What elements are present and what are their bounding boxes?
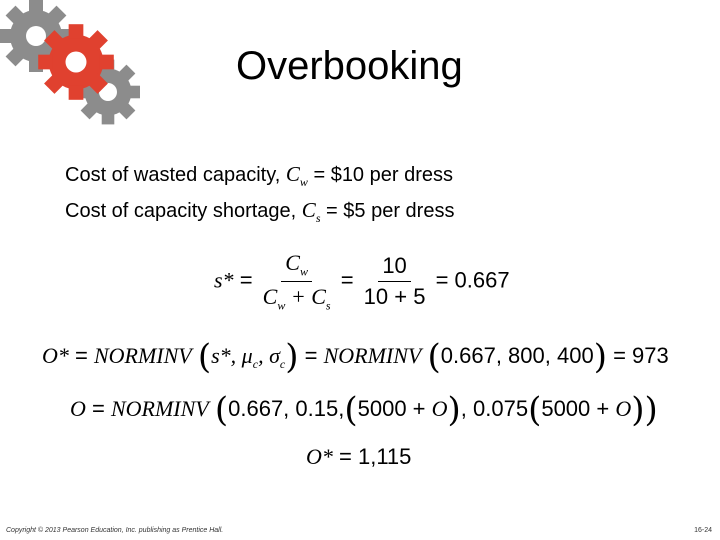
- critical-ratio-formula: s* = $\frac{C_w}{C_w + C_s}$ = $\frac{10}{10 + 5}$ = 0.667: [214, 250, 510, 313]
- final-result-value: 1,115: [357, 444, 412, 469]
- cs-symbol: $C_s$: [301, 198, 321, 226]
- wasted-capacity-line: [65, 162, 453, 190]
- wasted-suffix: = $10 per dress: [313, 164, 453, 186]
- overbooking-result: 973: [632, 342, 669, 368]
- numeric-fraction: $\frac{10}{10 + 5}$: [363, 253, 426, 310]
- cw-symbol: $C_w$: [285, 162, 308, 190]
- optimal-overbooking-formula: O* = NORMINV (s*, $\mu_c$, $\sigma_c$) = NORMINV (0.667, 800, 400) = 973: [42, 337, 669, 377]
- gears-logo-icon: [0, 0, 140, 130]
- copyright-footer: Copyright © 2013 Pearson Education, Inc. publishing as Prentice Hall.: [6, 527, 224, 534]
- slide-title: Overbooking: [236, 44, 463, 88]
- shortage-suffix: = $5 per dress: [326, 200, 455, 222]
- page-number: 16-24: [694, 527, 712, 534]
- critical-ratio-result: 0.667: [454, 267, 510, 293]
- capacity-shortage-line: [65, 198, 454, 226]
- symbolic-fraction: $\frac{C_w}{C_w + C_s}$: [262, 250, 331, 313]
- dynamic-overbooking-formula: O = NORMINV (0.667, 0.15,(5000 + O), 0.075(5000 + O)): [70, 390, 658, 430]
- wasted-prefix: Cost of wasted capacity,: [65, 164, 281, 186]
- final-result-formula: O* = 1,115: [306, 444, 412, 469]
- shortage-prefix: Cost of capacity shortage,: [65, 200, 297, 222]
